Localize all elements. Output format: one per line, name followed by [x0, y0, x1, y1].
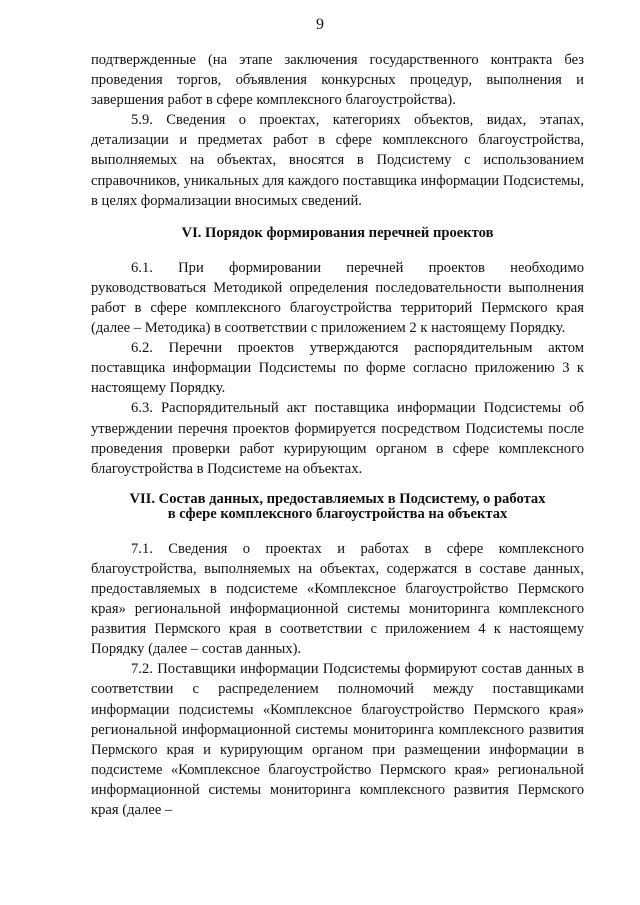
section-6-heading: VI. Порядок формирования перечней проектов: [181, 224, 494, 241]
paragraph-7-1: 7.1. Сведения о проектах и работах в сфере комплексного благоустройства, выполняемых на объектах, содержатся в составе данных, предоставляемых в подсистеме «Комплексное благоустройство Пермского края» региональной информационной системы мониторинга комплексного развития Пермского края в соответствии с приложением 4 к настоящему Порядку (далее – состав данных).: [91, 540, 584, 658]
paragraph-continuation: подтвержденные (на этапе заключения государственного контракта без проведения торгов, объявления конкурсных процедур, выполнения и завершения работ в сфере комплексного благоустройства).: [91, 52, 584, 109]
section-7-heading-line-1: VII. Состав данных, предоставляемых в Подсистему, о работах: [129, 490, 546, 507]
paragraph-6-2: 6.2. Перечни проектов утверждаются распорядительным актом поставщика информации Подсистемы по форме согласно приложению 3 к настоящему Порядку.: [91, 340, 584, 397]
section-7-heading-line-2: в сфере комплексного благоустройства на объектах: [167, 505, 508, 522]
page-number: 9: [316, 16, 324, 33]
document-body: [91, 50, 584, 820]
section-7-heading: [91, 492, 584, 522]
paragraph-7-2: 7.2. Поставщики информации Подсистемы формируют состав данных в соответствии с распределением полномочий между поставщиками информации подсистемы «Комплексное благоустройство Пермского края» региональной информационной системы мониторинга комплексного развития Пермского края и курирующим органом при размещении информации в подсистеме «Комплексное благоустройство Пермского края» региональной информационной системы мониторинга комплексного развития Пермского края (далее –: [91, 661, 584, 818]
paragraph-6-1: 6.1. При формировании перечней проектов необходимо руководствоваться Методикой определения последовательности выполнения работ в сфере комплексного благоустройства территорий Пермского края (далее – Методика) в соответствии с приложением 2 к настоящему Порядку.: [91, 259, 584, 337]
paragraph-6-3: 6.3. Распорядительный акт поставщика информации Подсистемы об утверждении перечня проектов формируется посредством Подсистемы после проведения проверки работ курирующим органом в сфере комплексного благоустройства в Подсистеме на объектах.: [91, 400, 584, 477]
paragraph-5-9: 5.9. Сведения о проектах, категориях объектов, видах, этапах, детализации и предметах работ в сфере комплексного благоустройства, выполняемых на объектах, вносятся в Подсистему с использованием справочников, уникальных для каждого поставщика информации Подсистемы, в целях формализации вносимых сведений.: [91, 112, 584, 209]
